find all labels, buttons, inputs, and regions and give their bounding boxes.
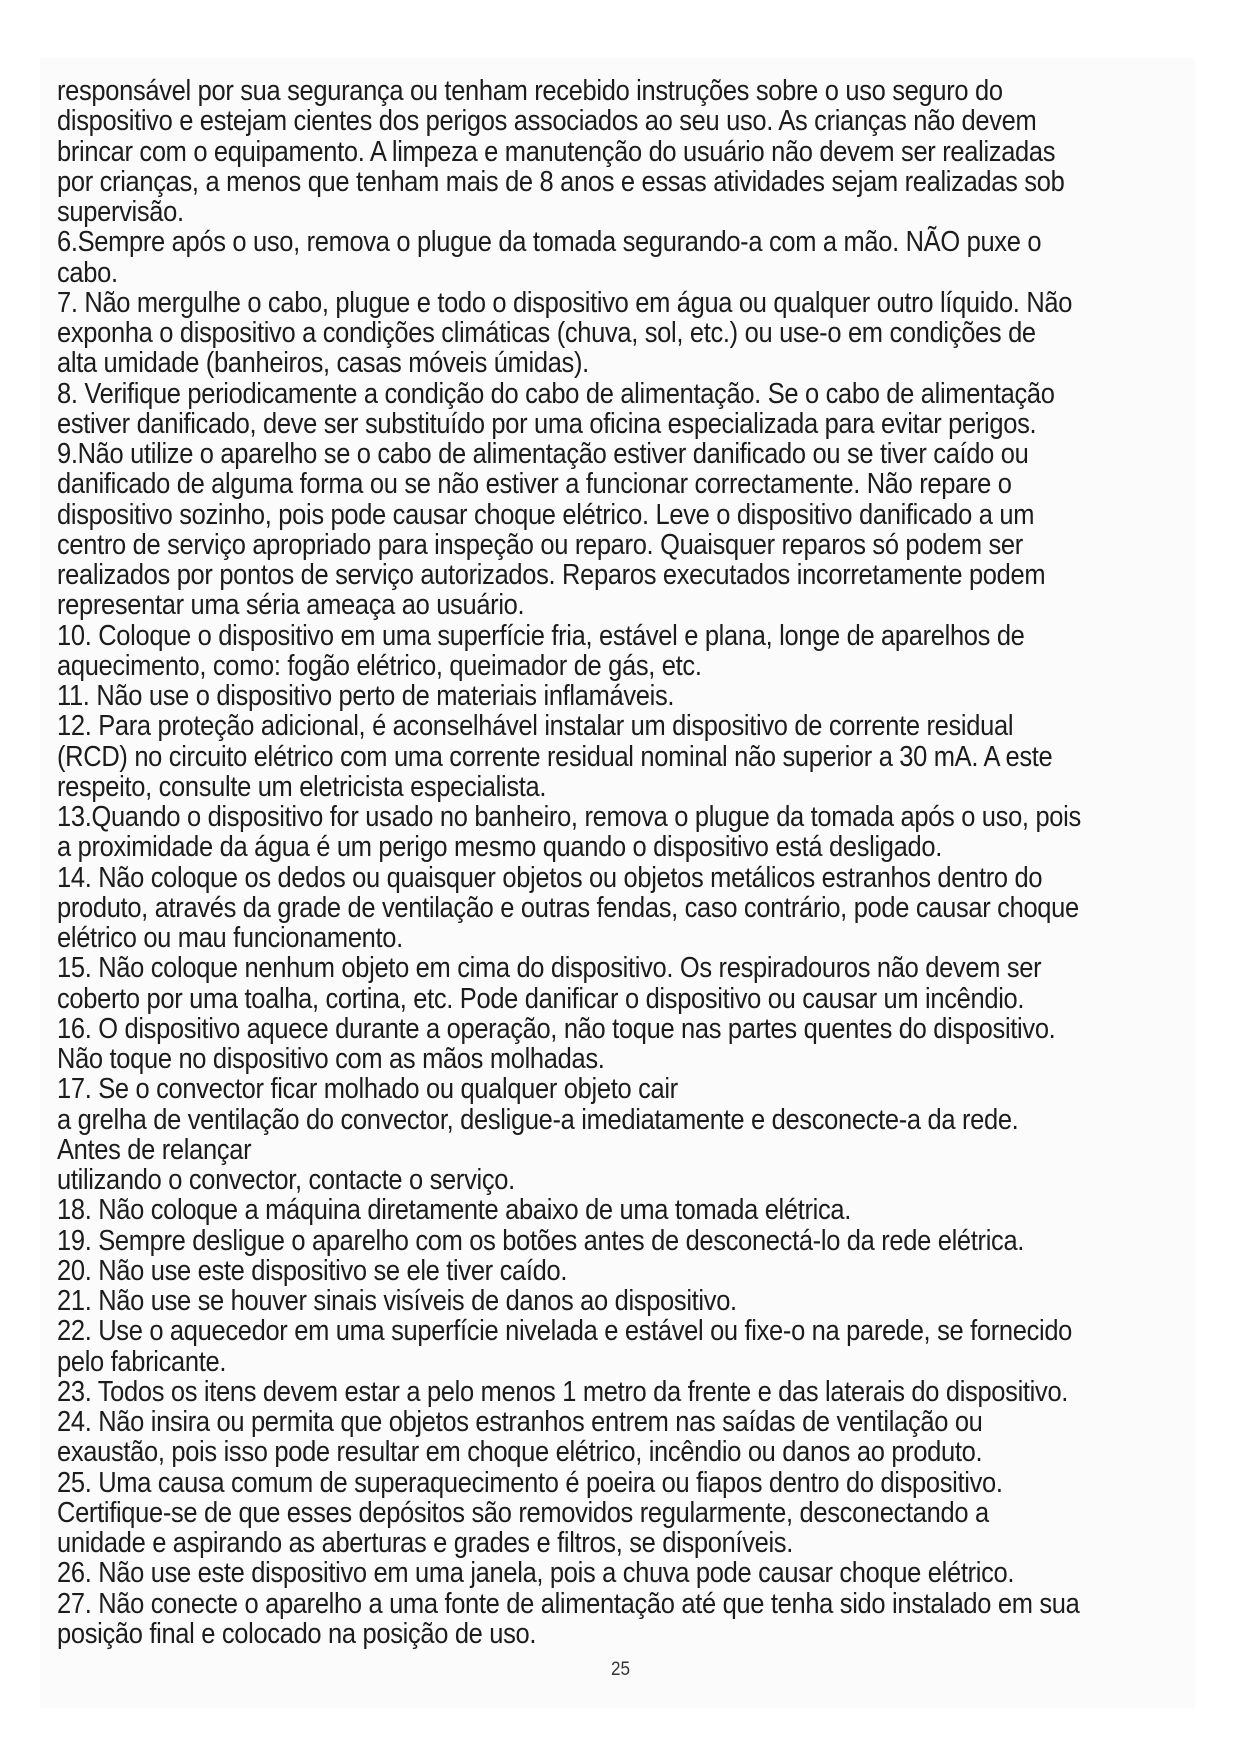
text-line: centro de serviço apropriado para inspeção ou reparo. Quaisquer reparos só podem ser	[57, 527, 1023, 560]
text-line: 10. Coloque o dispositivo em uma superfície fria, estável e plana, longe de aparelhos de	[57, 618, 1025, 651]
text-line: 27. Não conecte o aparelho a uma fonte de alimentação até que tenha sido instalado em sua	[57, 1586, 1080, 1619]
text-line: coberto por uma toalha, cortina, etc. Pode danificar o dispositivo ou causar um incêndio.	[57, 981, 1025, 1014]
text-line: Certifique-se de que esses depósitos são removidos regularmente, desconectando a	[57, 1495, 989, 1528]
page-number: 25	[610, 1659, 631, 1680]
text-line: exponha o dispositivo a condições climáticas (chuva, sol, etc.) ou use-o em condições de	[57, 316, 1036, 348]
text-line: a grelha de ventilação do convector, desligue-a imediatamente e desconecte-a da rede.	[57, 1102, 1019, 1135]
text-line: (RCD) no circuito elétrico com uma corrente residual nominal não superior a 30 mA. A este	[57, 739, 1053, 772]
text-line: 22. Use o aquecedor em uma superfície nivelada e estável ou fixe-o na parede, se fornecido	[57, 1314, 1073, 1347]
text-line: posição final e colocado na posição de uso.	[57, 1616, 537, 1649]
text-line: 26. Não use este dispositivo em uma janela, pois a chuva pode causar choque elétrico.	[57, 1556, 1015, 1589]
text-line: 19. Sempre desligue o aparelho com os botões antes de desconectá-lo da rede elétrica.	[57, 1223, 1025, 1256]
text-line: estiver danificado, deve ser substituído por uma oficina especializada para evitar perigos.	[57, 406, 1037, 439]
text-line: unidade e aspirando as aberturas e grades e filtros, se disponíveis.	[57, 1526, 793, 1558]
text-line: 17. Se o convector ficar molhado ou qualquer objeto cair	[57, 1072, 678, 1105]
text-line: por crianças, a menos que tenham mais de 8 anos e essas atividades sejam realizadas sob	[57, 164, 1065, 197]
text-line: cabo.	[57, 255, 118, 288]
text-line: 21. Não use se houver sinais visíveis de danos ao dispositivo.	[57, 1284, 737, 1316]
text-line: 13.Quando o dispositivo for usado no banheiro, remova o plugue da tomada após o uso, pois	[57, 800, 1081, 832]
text-line: 14. Não coloque os dedos ou quaisquer objetos ou objetos metálicos estranhos dentro do	[57, 860, 1043, 893]
text-line: responsável por sua segurança ou tenham recebido instruções sobre o uso seguro do	[57, 74, 1003, 106]
text-line: 6.Sempre após o uso, remova o plugue da tomada segurando-a com a mão. NÃO puxe o	[57, 225, 1042, 258]
text-line: 16. O dispositivo aquece durante a operação, não toque nas partes quentes do dispositivo.	[57, 1011, 1056, 1044]
text-line: a proximidade da água é um perigo mesmo quando o dispositivo está desligado.	[57, 830, 942, 863]
text-line: aquecimento, como: fogão elétrico, queimador de gás, etc.	[57, 648, 702, 681]
text-line: danificado de alguma forma ou se não estiver a funcionar correctamente. Não repare o	[57, 467, 1012, 500]
text-line: 12. Para proteção adicional, é aconselhável instalar um dispositivo de corrente residual	[57, 709, 1014, 742]
text-line: dispositivo sozinho, pois pode causar choque elétrico. Leve o dispositivo danificado a um	[57, 497, 1035, 530]
text-line: realizados por pontos de serviço autorizados. Reparos executados incorretamente podem	[57, 558, 1046, 590]
text-line: supervisão.	[57, 195, 184, 227]
text-line: utilizando o convector, contacte o serviço.	[57, 1163, 515, 1195]
text-line: brincar com o equipamento. A limpeza e manutenção do usuário não devem ser realizadas	[57, 134, 1056, 167]
safety-instructions-text	[57, 75, 1092, 1648]
text-line: 25. Uma causa comum de superaquecimento é poeira ou fiapos dentro do dispositivo.	[57, 1465, 1003, 1498]
text-line: exaustão, pois isso pode resultar em choque elétrico, incêndio ou danos ao produto.	[57, 1435, 983, 1468]
text-line: produto, através da grade de ventilação e outras fendas, caso contrário, pode causar choque	[57, 890, 1079, 923]
text-line: 7. Não mergulhe o cabo, plugue e todo o dispositivo em água ou qualquer outro líquido. Não	[57, 285, 1073, 318]
text-line: representar uma séria ameaça ao usuário.	[57, 588, 525, 621]
text-line: 11. Não use o dispositivo perto de materiais inflamáveis.	[57, 679, 675, 711]
text-line: dispositivo e estejam cientes dos perigos associados ao seu uso. As crianças não devem	[57, 104, 1037, 137]
text-line: 15. Não coloque nenhum objeto em cima do dispositivo. Os respiradouros não devem ser	[57, 951, 1042, 984]
text-line: respeito, consulte um eletricista especialista.	[57, 769, 547, 802]
text-line: 9.Não utilize o aparelho se o cabo de alimentação estiver danificado ou se tiver caído ou	[57, 437, 1029, 469]
text-line: 8. Verifique periodicamente a condição do cabo de alimentação. Se o cabo de alimentação	[57, 376, 1055, 409]
text-line: alta umidade (banheiros, casas móveis úmidas).	[57, 346, 589, 379]
text-line: elétrico ou mau funcionamento.	[57, 921, 403, 953]
text-line: pelo fabricante.	[57, 1344, 227, 1377]
text-line: 20. Não use este dispositivo se ele tiver caído.	[57, 1253, 568, 1286]
text-line: Não toque no dispositivo com as mãos molhadas.	[57, 1042, 605, 1074]
text-line: 24. Não insira ou permita que objetos estranhos entrem nas saídas de ventilação ou	[57, 1405, 983, 1437]
text-line: 18. Não coloque a máquina diretamente abaixo de uma tomada elétrica.	[57, 1193, 852, 1226]
text-line: Antes de relançar	[57, 1132, 252, 1165]
text-line: 23. Todos os itens devem estar a pelo menos 1 metro da frente e das laterais do dispositivo.	[57, 1374, 1069, 1407]
